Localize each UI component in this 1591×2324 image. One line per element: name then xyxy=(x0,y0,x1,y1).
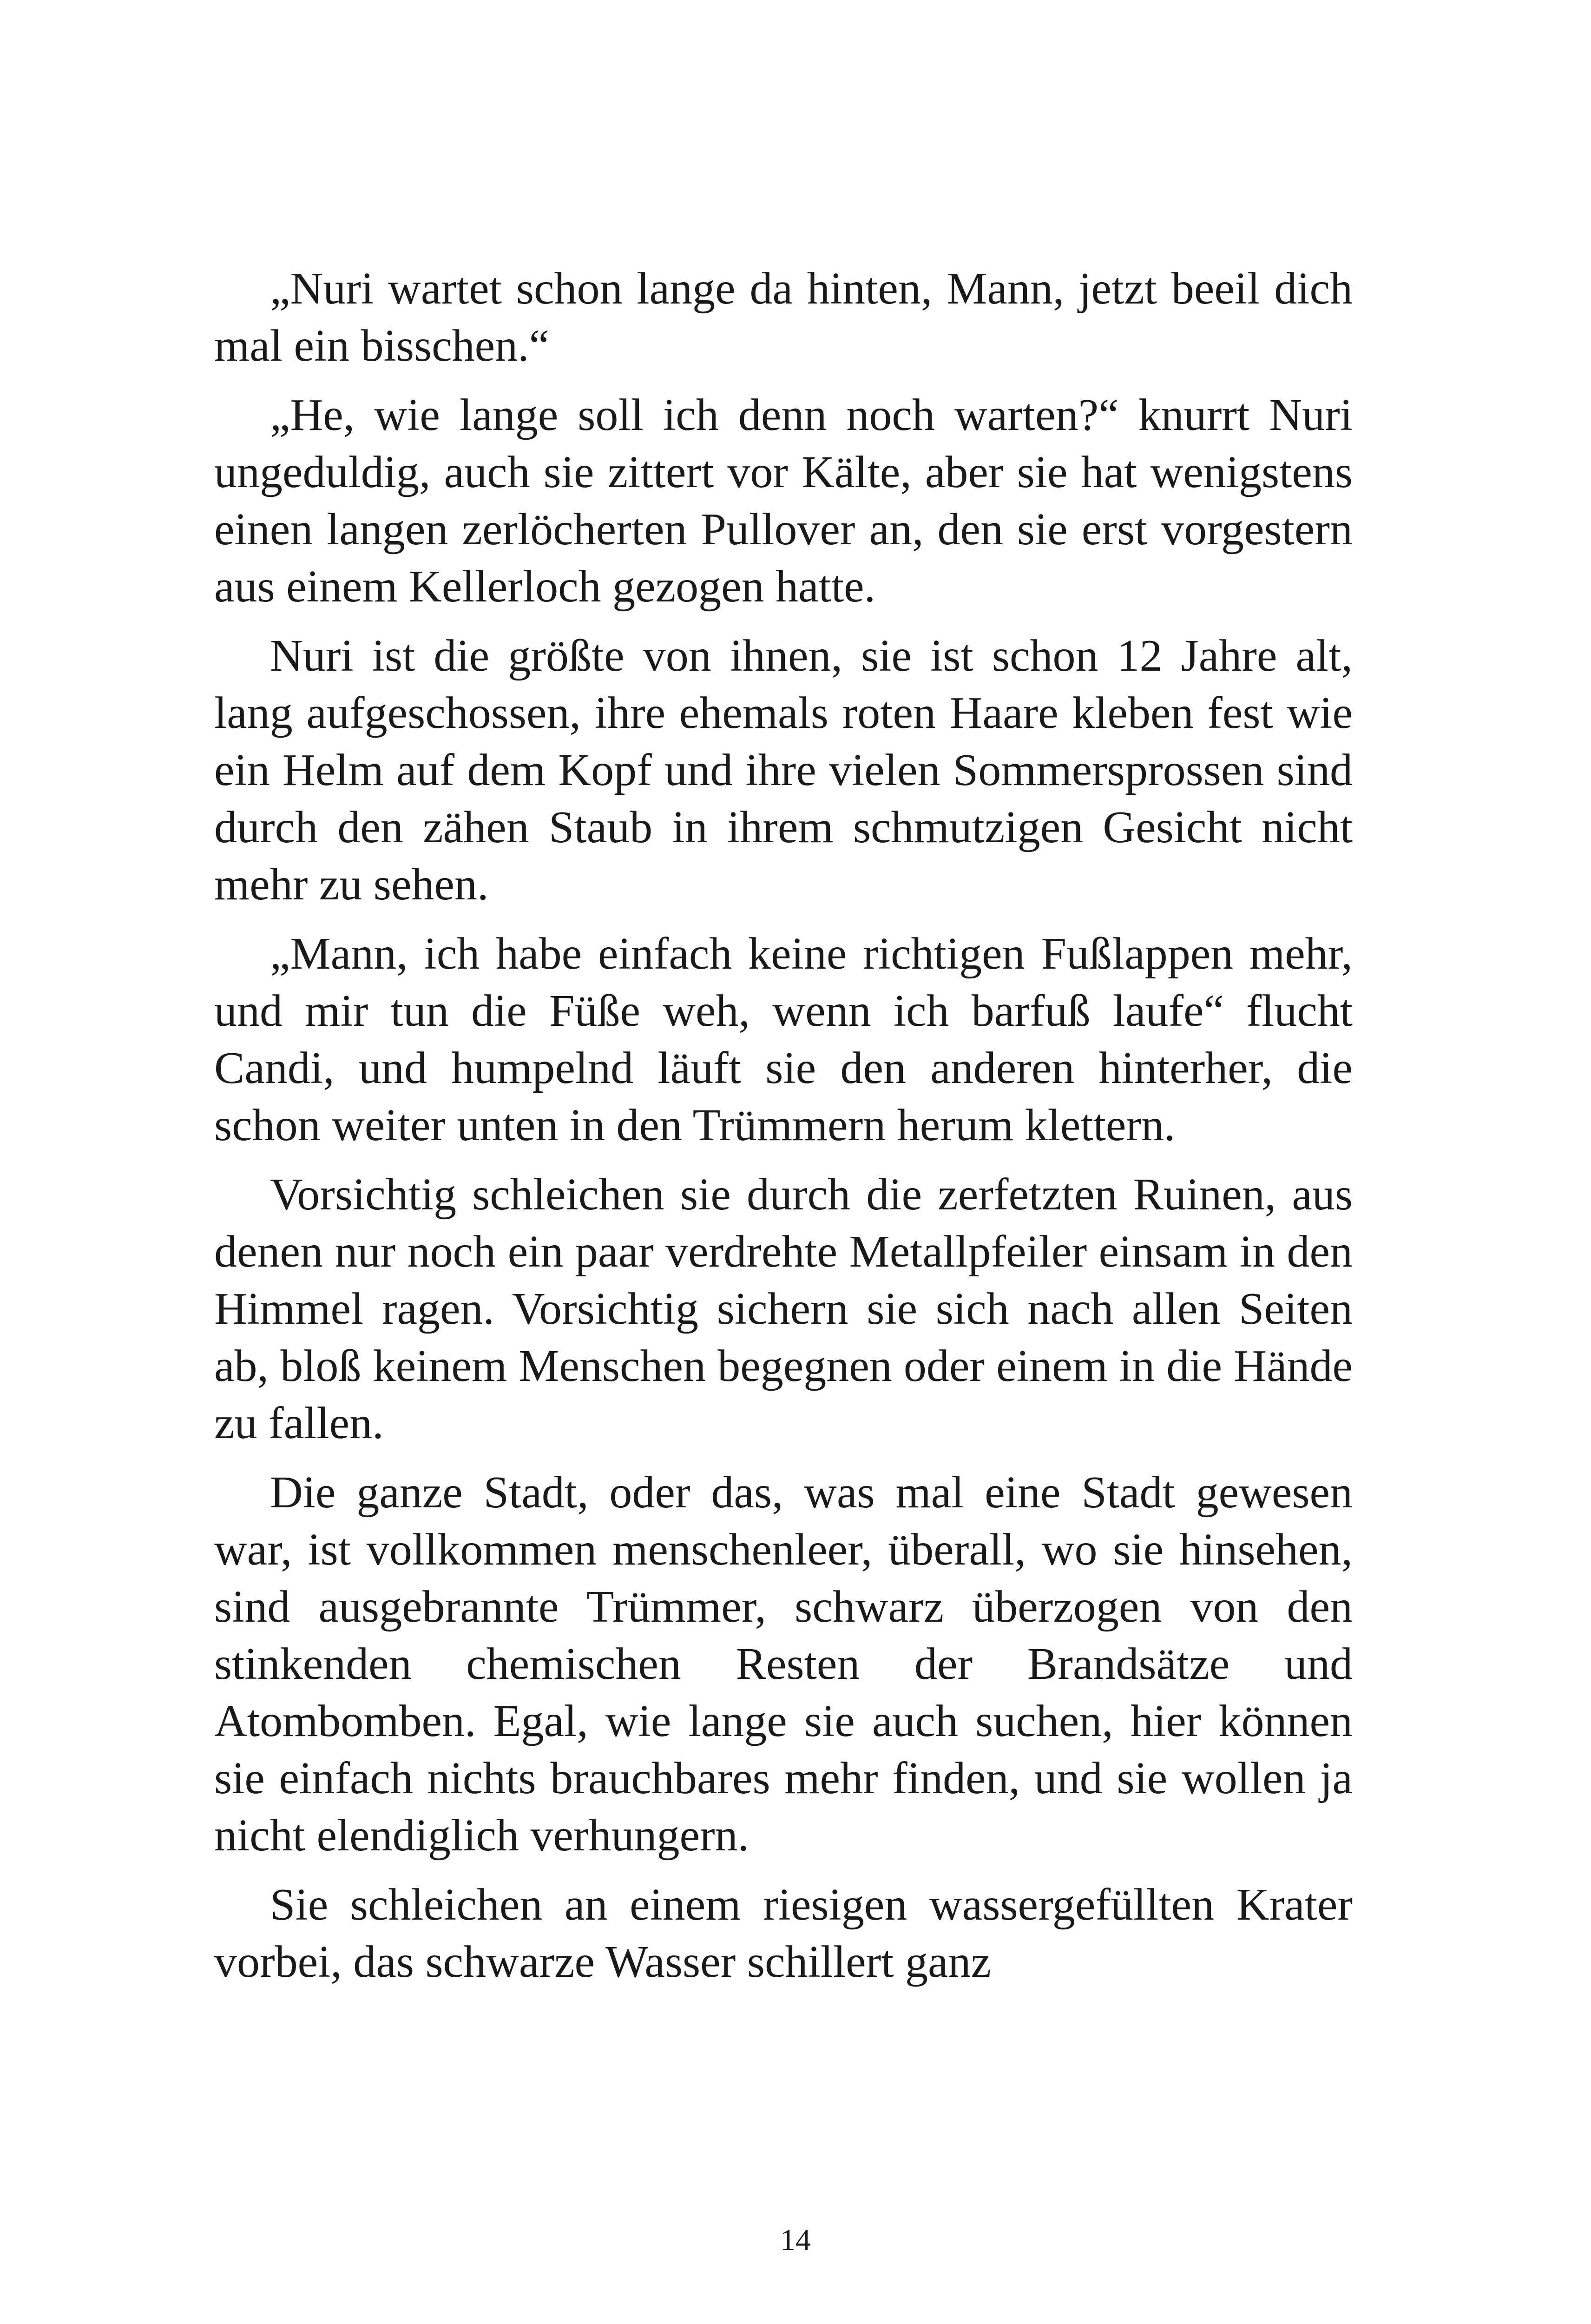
paragraph-4: „Mann, ich habe einfach keine richtigen Fußlappen mehr, und mir tun die Füße weh, wenn ich barfuß laufe“ flucht Candi, und humpelnd läuft sie den anderen hinterher, die schon weiter unten in den Trümmern herum klettern. xyxy=(214,929,1353,1150)
body-text xyxy=(214,260,1353,2003)
paragraph-2: „He, wie lange soll ich denn noch warten?“ knurrt Nuri ungeduldig, auch sie zittert vor Kälte, aber sie hat wenigstens einen langen zerlöcherten Pullover an, den sie erst vorgestern aus einem Kellerloch gezogen hatte. xyxy=(214,390,1353,612)
paragraph-1: „Nuri wartet schon lange da hinten, Mann, jetzt beeil dich mal ein bisschen.“ xyxy=(214,264,1353,371)
paragraph-5: Vorsichtig schleichen sie durch die zerfetzten Ruinen, aus denen nur noch ein paar verdrehte Metallpfeiler einsam in den Himmel ragen. Vorsichtig sichern sie sich nach allen Seiten ab, bloß keinem Menschen begegnen oder einem in die Hände zu fallen. xyxy=(214,1169,1353,1448)
paragraph-6: Die ganze Stadt, oder das, was mal eine Stadt gewesen war, ist vollkommen menschenleer, überall, wo sie hinsehen, sind ausgebrannte Trümmer, schwarz überzogen von den stinkenden chemischen Resten der Brandsätze und Atombomben. Egal, wie lange sie auch suchen, hier können sie einfach nichts brauchbares mehr finden, und sie wollen ja nicht elendiglich verhungern. xyxy=(214,1467,1353,1861)
paragraph-7: Sie schleichen an einem riesigen wassergefüllten Krater vorbei, das schwarze Wasser schillert ganz xyxy=(214,1880,1353,1987)
paragraph-3: Nuri ist die größte von ihnen, sie ist schon 12 Jahre alt, lang aufgeschossen, ihre ehemals roten Haare kleben fest wie ein Helm auf dem Kopf und ihre vielen Sommersprossen sind durch den zähen Staub in ihrem schmutzigen Gesicht nicht mehr zu sehen. xyxy=(214,631,1353,910)
page-number: 14 xyxy=(780,2223,811,2257)
